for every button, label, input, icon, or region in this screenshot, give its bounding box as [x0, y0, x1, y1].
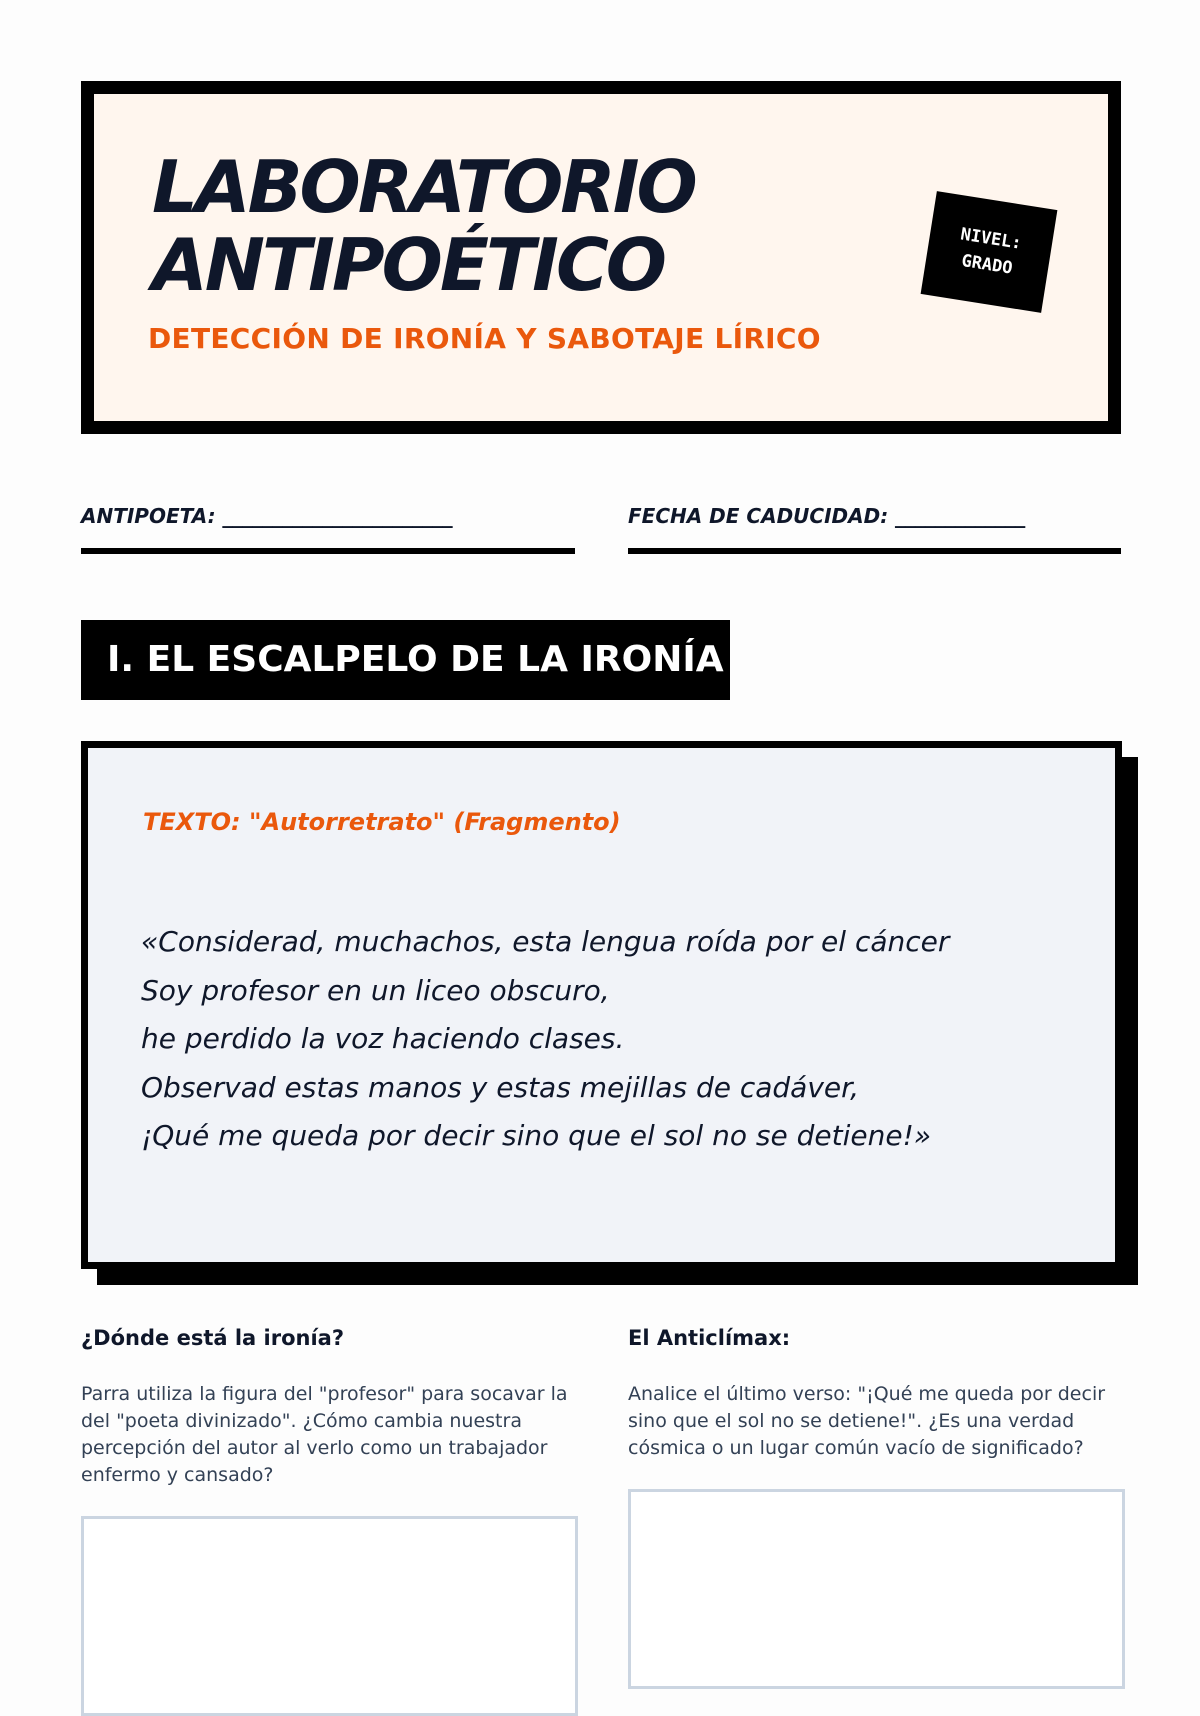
question-text-irony: Parra utiliza la figura del "profesor" para socavar la del "poeta divinizado". ¿Cómo cambia nuestra percepción del autor al verlo como un trabajador enfermo y cansado? — [81, 1383, 568, 1486]
level-badge-label: NIVEL: — [959, 224, 1023, 254]
page-subtitle: DETECCIÓN DE IRONÍA Y SABOTAJE LÍRICO — [148, 322, 821, 355]
question-title-irony: ¿Dónde está la ironía? — [81, 1326, 345, 1350]
poem-line: «Considerad, muchachos, esta lengua roída por el cáncer — [141, 925, 950, 958]
fecha-field[interactable]: FECHA DE CADUCIDAD: _____________ — [628, 504, 1026, 528]
title-line-2: ANTIPOÉTICO — [152, 223, 664, 307]
antipoeta-field[interactable]: ANTIPOETA: _______________________ — [81, 504, 453, 528]
answer-box-irony[interactable] — [81, 1516, 578, 1716]
question-text-anticlimax: Analice el último verso: "¡Qué me queda por decir sino que el sol no se detiene!". ¿Es una verdad cósmica o un lugar común vacío de significado? — [628, 1383, 1106, 1459]
poem-fragment — [141, 918, 949, 1161]
section-title: I. EL ESCALPELO DE LA IRONÍA — [81, 620, 730, 700]
text-label: TEXTO: "Autorretrato" (Fragmento) — [143, 808, 621, 836]
level-badge — [921, 191, 1058, 313]
poem-line: he perdido la voz haciendo clases. — [141, 1022, 625, 1055]
level-badge-value: GRADO — [960, 250, 1014, 279]
question-title-anticlimax: El Anticlímax: — [628, 1326, 791, 1350]
page-title — [152, 145, 695, 307]
fecha-underline — [628, 548, 1121, 554]
poem-line: Observad estas manos y estas mejillas de cadáver, — [141, 1070, 859, 1104]
poem-line: Soy profesor en un liceo obscuro, — [141, 973, 610, 1007]
antipoeta-underline — [81, 548, 575, 554]
poem-line: ¡Qué me queda por decir sino que el sol no se detiene!» — [141, 1119, 932, 1152]
title-line-1: LABORATORIO — [152, 145, 695, 229]
answer-box-anticlimax[interactable] — [628, 1489, 1125, 1689]
